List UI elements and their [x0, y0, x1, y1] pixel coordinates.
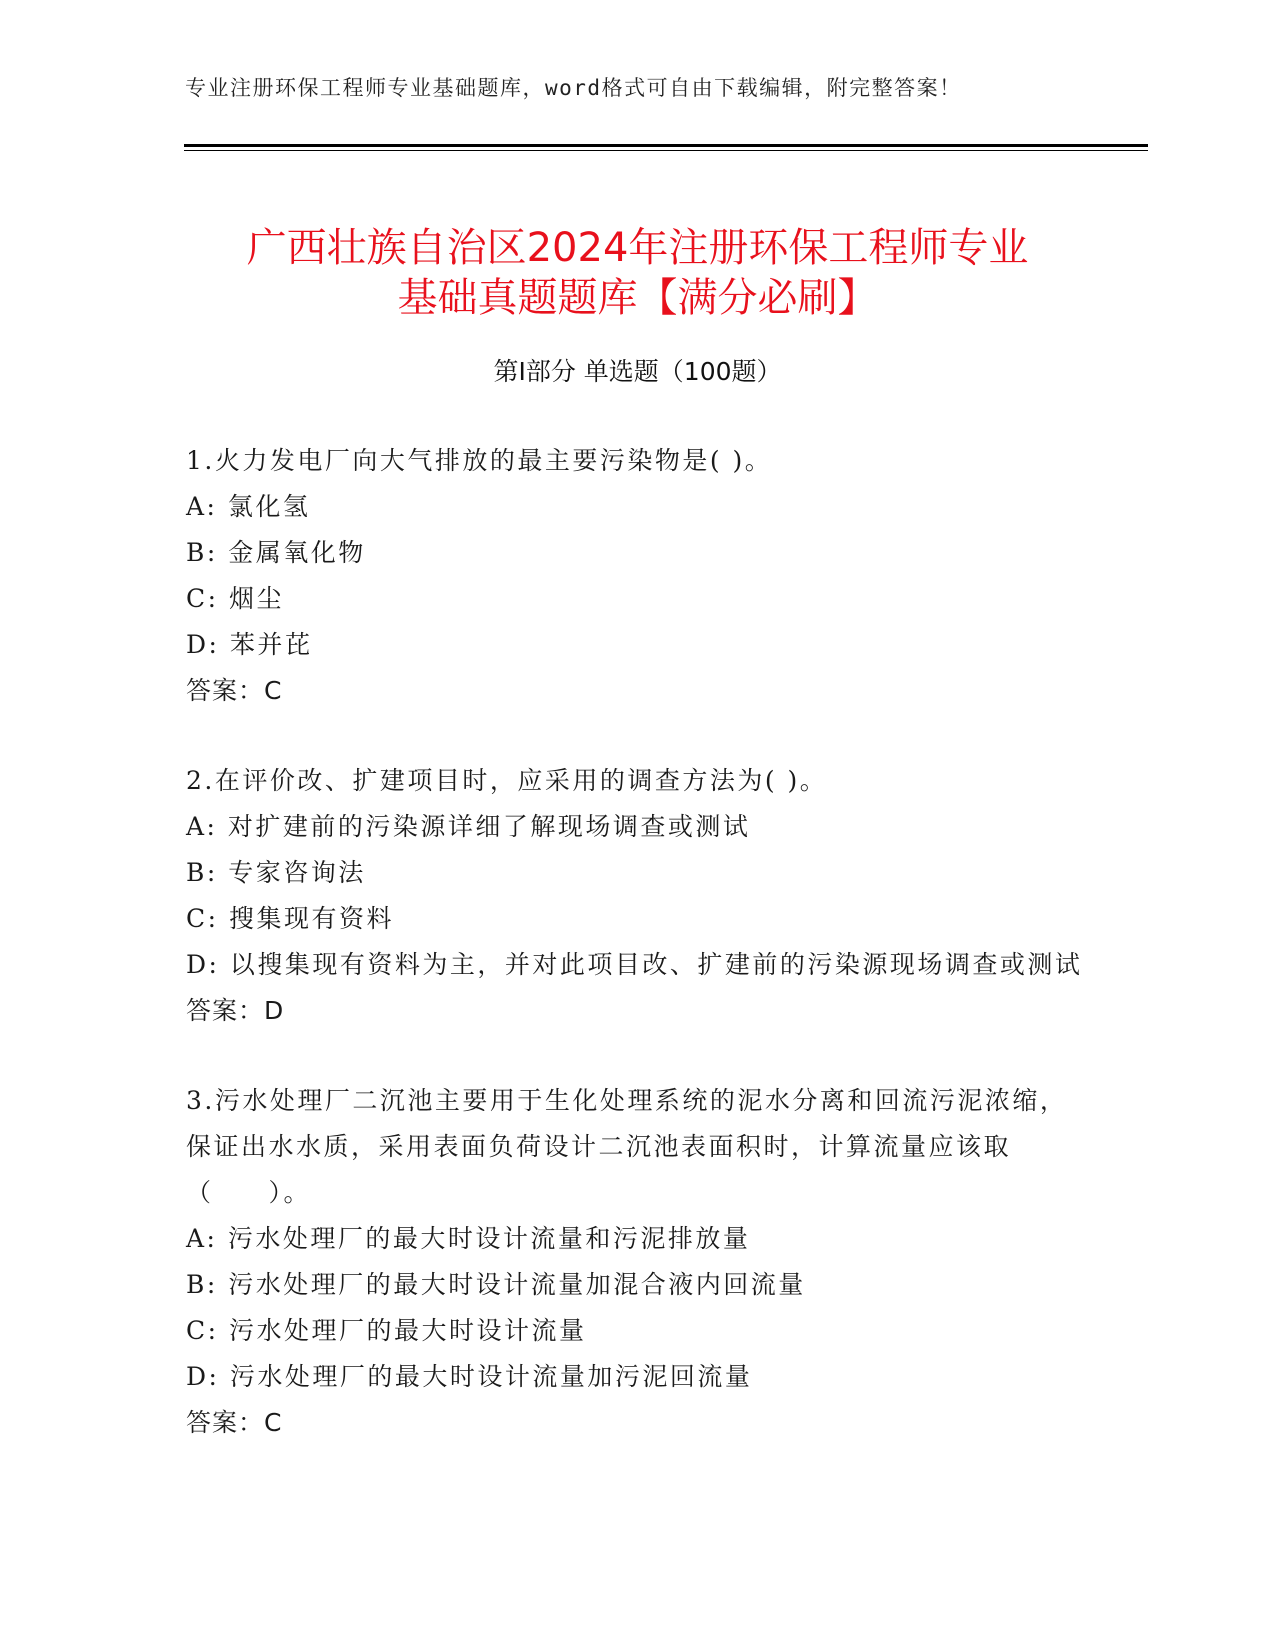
header-rule-thin	[184, 150, 1148, 151]
question-1	[186, 438, 1086, 714]
section-title: 第Ⅰ部分 单选题（100题）	[493, 357, 782, 386]
title-line-1: 广西壮族自治区2024年注册环保工程师专业	[246, 224, 1029, 271]
answer: 答案：C	[186, 676, 283, 705]
option-a: A: 污水处理厂的最大时设计流量和污泥排放量	[186, 1224, 751, 1253]
option-d: D: 以搜集现有资料为主，并对此项目改、扩建前的污染源现场调查或测试	[186, 950, 1083, 979]
question-list	[186, 438, 1086, 1490]
option-b: B: 专家咨询法	[186, 858, 366, 887]
option-a: A: 对扩建前的污染源详细了解现场调查或测试	[186, 812, 751, 841]
option-a: A: 氯化氢	[186, 492, 311, 521]
option-c: C: 搜集现有资料	[186, 904, 394, 933]
option-b: B: 污水处理厂的最大时设计流量加混合液内回流量	[186, 1270, 806, 1299]
option-b: B: 金属氧化物	[186, 538, 366, 567]
option-c: C: 烟尘	[186, 584, 284, 613]
question-stem: 1.火力发电厂向大气排放的最主要污染物是( )。	[186, 446, 773, 475]
answer: 答案：C	[186, 1408, 283, 1437]
question-3	[186, 1078, 1086, 1446]
option-d: D: 污水处理厂的最大时设计流量加污泥回流量	[186, 1362, 753, 1391]
question-stem: 3.污水处理厂二沉池主要用于生化处理系统的泥水分离和回流污泥浓缩，保证出水水质，采用表面负荷设计二沉池表面积时，计算流量应该取（ ）。	[186, 1086, 1068, 1207]
header-rule-thick	[184, 144, 1148, 147]
header-note: 专业注册环保工程师专业基础题库，word格式可自由下载编辑，附完整答案！	[185, 76, 962, 100]
question-stem: 2.在评价改、扩建项目时，应采用的调查方法为( )。	[186, 766, 828, 795]
answer: 答案：D	[186, 996, 285, 1025]
option-d: D: 苯并芘	[186, 630, 313, 659]
option-c: C: 污水处理厂的最大时设计流量	[186, 1316, 587, 1345]
title-line-2: 基础真题题库【满分必刷】	[397, 274, 878, 321]
question-2	[186, 758, 1086, 1034]
document-title	[100, 223, 1175, 323]
